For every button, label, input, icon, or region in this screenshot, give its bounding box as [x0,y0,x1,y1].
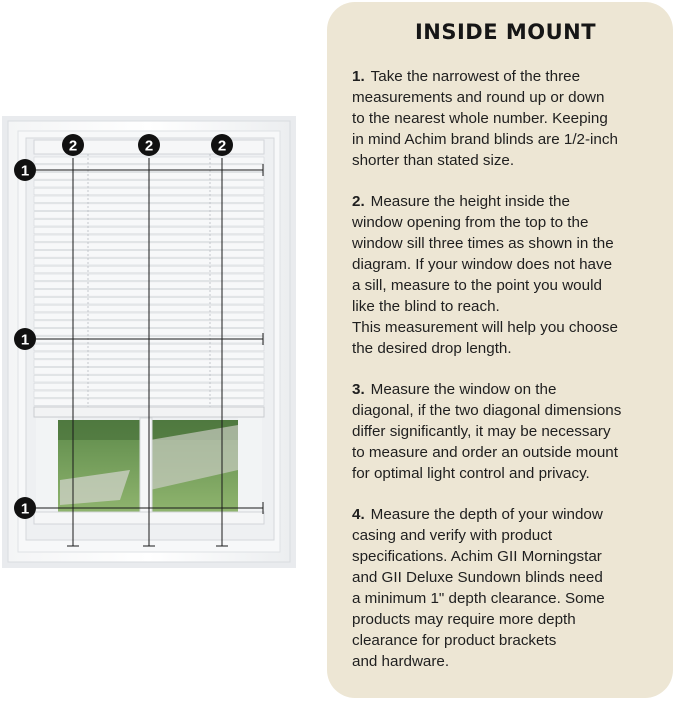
step-text: Take the narrowest of the three measurements and round up or down to the nearest whole number. Keeping in mind Achim brand blinds are 1/2-inch shorter than stated size. [352,68,618,169]
step-text: Measure the window on the diagonal, if the two diagonal dimensions differ significantly, it may be necessary to measure and order an outside mount for optimal light control and privacy. [352,381,622,482]
step-number: 3. [352,381,365,398]
step-number: 1. [352,68,365,85]
svg-text:2: 2 [144,137,154,155]
step-number: 4. [352,506,365,523]
svg-text:1: 1 [20,331,30,349]
inside-mount-panel [327,2,673,698]
step-4 [352,504,659,672]
width-marker [62,134,84,156]
window-measurement-diagram [0,0,300,703]
height-marker [14,497,36,519]
height-marker [14,328,36,350]
svg-text:1: 1 [20,500,30,518]
svg-text:1: 1 [20,162,30,180]
panel-title: INSIDE MOUNT [414,20,597,44]
step-text: Measure the depth of your window casing and verify with product specifications. Achim GII Morningstar and GII Deluxe Sundown blinds need a minimum 1" depth clearance. Some products may require more depth clearance for product brackets and hardware. [352,506,605,670]
step-1 [352,66,659,171]
step-2 [352,191,659,359]
step-text: Measure the height inside the window opening from the top to the window sill three times as shown in the diagram. If your window does not have a sill, measure to the point you would like the blind to reach. This measurement will help you choose the desired drop length. [352,193,618,357]
step-number: 2. [352,193,365,210]
svg-text:2: 2 [217,137,227,155]
step-3 [352,379,659,484]
width-marker [211,134,233,156]
width-marker [138,134,160,156]
svg-text:2: 2 [68,137,78,155]
height-marker [14,159,36,181]
